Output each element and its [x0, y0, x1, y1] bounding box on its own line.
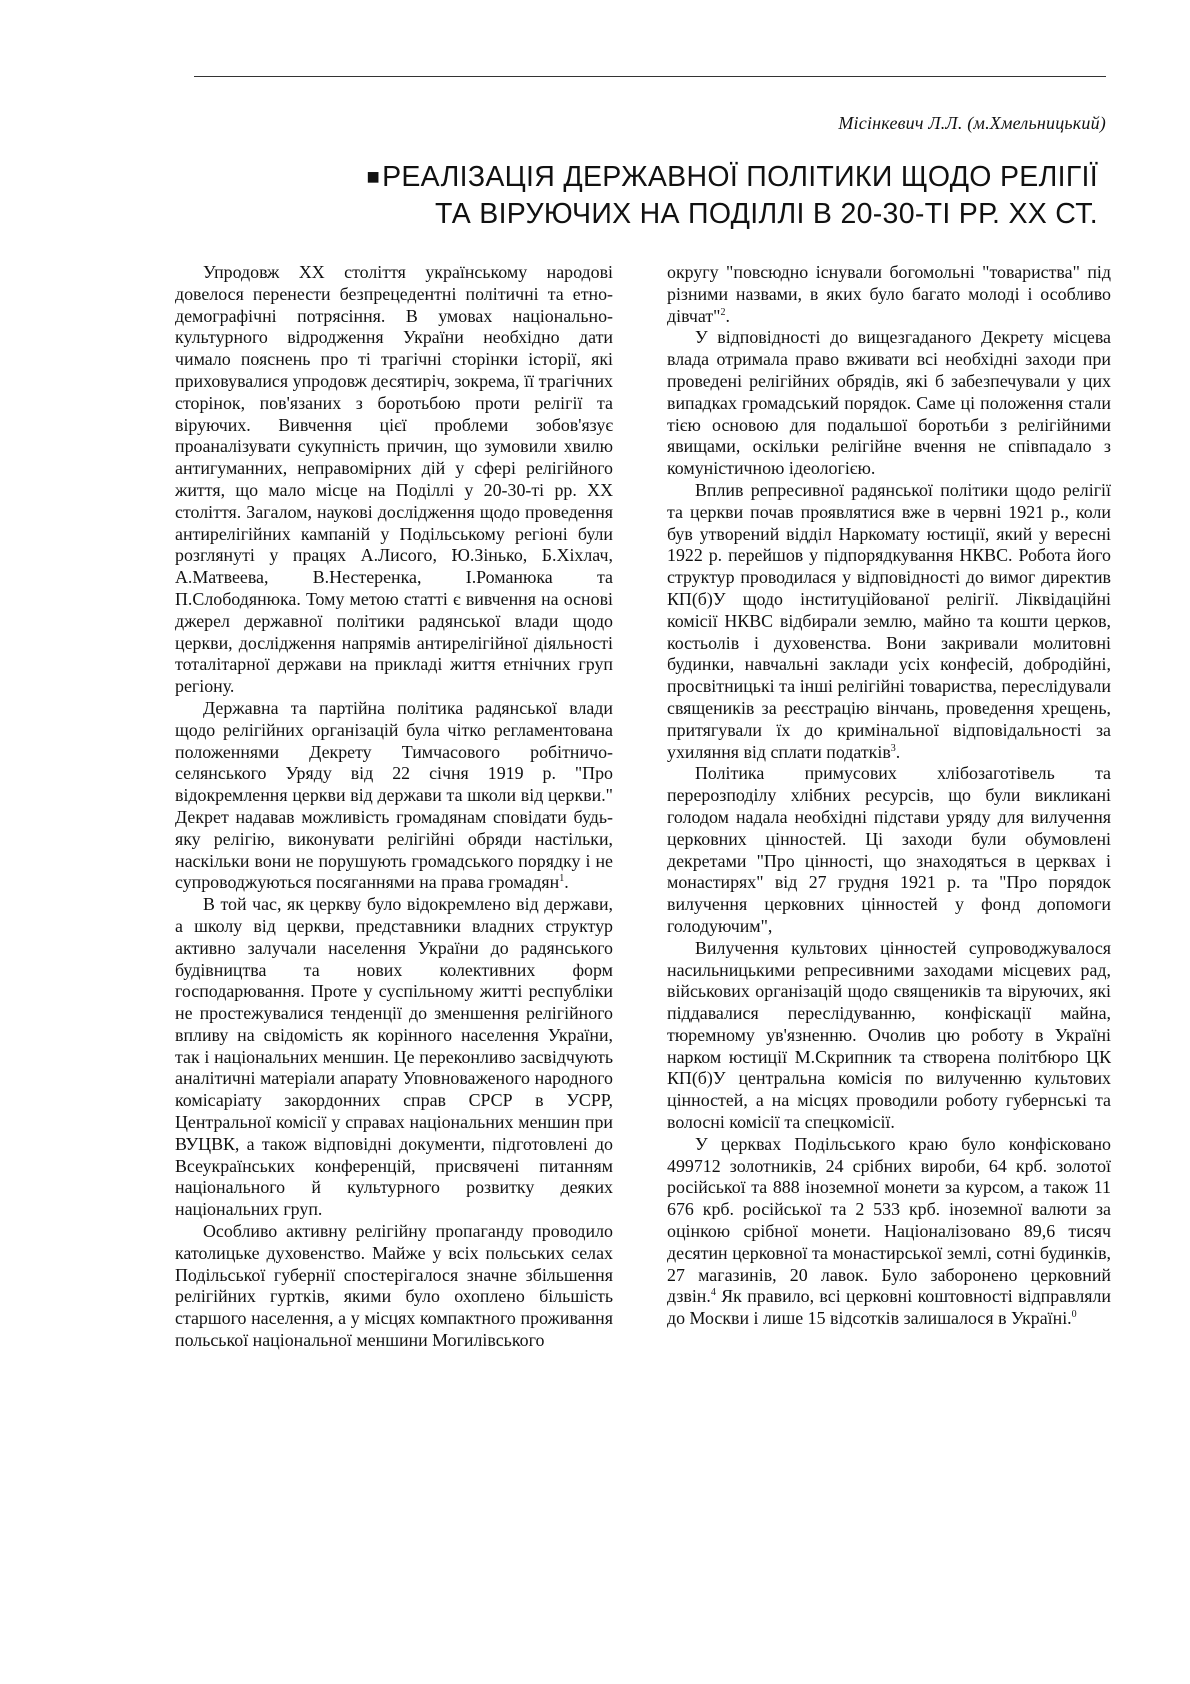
left-paragraph-3: В той час, як церкву було відокремлено від держави, а школу від церкви, представники владних структур активно залучали населення України до радянського будівництва та нових колективних форм господарювання. Проте у суспільному житті республіки не простежувалися тенденції до зменшення релігійного впливу на свідомість як корінного населення України, так і національних меншин. Це переконливо засвідчують аналітичні матеріали апарату Уповноваженого народного комісаріату закордонних справ СРСР в УСРР, Центральної комісії у справах національних меншин при ВУЦВК, а також відповідні документи, підготовлені до Всеукраїнських конференцій, присвячені питанням національного й культурного розвитку деяких національних груп. — [175, 894, 613, 1220]
footnote-ref-1: 1 — [559, 873, 565, 885]
right-paragraph-1-text: округу "повсюдно існували богомольні "товариства" під різними назвами, в яких було багато молоді і особливо дівчат" — [667, 262, 1111, 326]
footnote-ref-4: 4 — [710, 1287, 716, 1299]
title-bullet-icon: ■ — [366, 164, 381, 189]
footnote-ref-2: 2 — [720, 306, 726, 318]
right-paragraph-6-text: У церквах Подільського краю було конфісковано 499712 золотників, 24 срібних вироби, 64 крб. золотої російської та 888 іноземної монети за курсом, а також 11 676 крб. російської та 2 533 крб. іноземної валюти за оцінкою срібної монети. Націоналізовано 89,6 тисяч десятин церковної та монастирської землі, сотні будинків, 27 магазинів, 20 лавок. Було заборонено церковний дзвін. — [667, 1133, 1111, 1307]
title-line-2: ТА ВІРУЮЧИХ НА ПОДІЛЛІ В 20-30-ТІ РР. XX СТ. — [434, 198, 1098, 230]
article-title — [238, 158, 1098, 233]
right-paragraph-6 — [667, 1134, 1111, 1330]
right-paragraph-3-end: . — [895, 741, 901, 762]
left-paragraph-1: Упродовж XX століття українському народові довелося перенести безпрецедентні політичні та етно-демографічні потрясіння. В умовах національно-культурного відродження України необхідно дати чимало пояснень про ті трагічні сторінки історії, які приховувалися упродовж десятиріч, зокрема, її трагічних сторінок, пов'язаних з боротьбою проти релігії та віруючих. Вивчення цієї проблеми зобов'язує проаналізувати сукупність причин, що зумовили хвилю антигуманних, неправомірних дій у сфері релігійного життя, що мало місце на Поділлі у 20-30-ті рр. XX століття. Загалом, наукові дослідження щодо проведення антирелігійних кампаній у Подільському регіоні були розглянуті у працях А.Лисого, Ю.Зінько, Б.Хіхлач, А.Матвеева, В.Нестеренка, І.Романюка та П.Слободянюка. Тому метою статті є вивчення на основі джерел державної політики радянської влади щодо церкви, дослідження напрямів антирелігійної діяльності тоталітарної держави на прикладі життя етнічних груп регіону. — [175, 262, 613, 697]
left-paragraph-2-text: Державна та партійна політика радянської влади щодо релігійних організацій була чітко регламентована положеннями Декрету Тимчасового робітничо-селянського Уряду від 22 січня 1919 р. "Про відокремлення церкви від держави та школи від церкви." Декрет надавав можливість громадянам сповідати будь-яку релігію, виконувати релігійні обряди настільки, наскільки вони не порушують громадського порядку і не супроводжуються посяганнями на права громадян — [175, 697, 613, 893]
footnote-ref-0: 0 — [1071, 1309, 1077, 1321]
right-paragraph-3-text: Вплив репресивної радянської політики щодо релігії та церкви почав проявлятися вже в червні 1921 р., коли був утворений відділ Наркомату юстиції, який у вересні 1922 р. перейшов у підпорядкування НКВС. Робота його структур проводилася у відповідності до вимог директив КП(б)У щодо інституційованої релігії. Ліквідаційні комісії НКВС відбирали землю, майно та кошти церков, костьолів і духовенства. Вони закривали молитовні будинки, навчальні заклади усіх конфесій, добродійні, просвітницькі та інші релігійні товариства, переслідували священиків за реєстрацію вінчань, проведення хрещень, притягували їх до кримінальної відповідальності за ухиляння від сплати податків — [667, 479, 1111, 762]
right-column — [667, 262, 1111, 1330]
top-rule — [194, 76, 1106, 77]
right-paragraph-3 — [667, 480, 1111, 763]
footnote-ref-3: 3 — [890, 742, 896, 754]
title-line-1 — [238, 158, 1098, 196]
left-paragraph-4: Особливо активну релігійну пропаганду проводило католицьке духовенство. Майже у всіх польських селах Подільської губернії спостерігалося значне збільшення релігійних гуртків, якими було охоплено більшість старшого населення, а у місцях компактного проживання польської національної меншини Могилівського — [175, 1221, 613, 1351]
right-paragraph-1 — [667, 262, 1111, 327]
left-paragraph-2 — [175, 698, 613, 894]
title-text-1: РЕАЛІЗАЦІЯ ДЕРЖАВНОЇ ПОЛІТИКИ ЩОДО РЕЛІГІЇ — [382, 161, 1098, 193]
right-paragraph-5: Вилучення культових цінностей супроводжувалося насильницькими репресивними заходами місцевих рад, військових організацій щодо священиків та віруючих, які піддавалися переслідуванню, конфіскації майна, тюремному ув'язненню. Очолив цю роботу в Україні нарком юстиції М.Скрипник та створена політбюро ЦК КП(б)У центральна комісія по вилученню культових цінностей, а на місцях проводили роботу губернські та волосні комісії та спецкомісії. — [667, 937, 1111, 1133]
right-paragraph-6-cont: Як правило, всі церковні коштовності відправляли до Москви і лише 15 відсотків залишалося в Україні. — [667, 1286, 1111, 1329]
right-paragraph-1-end: . — [725, 305, 730, 326]
right-paragraph-2: У відповідності до вищезгаданого Декрету місцева влада отримала право вживати всі необхідні заходи при проведені релігійних обрядів, які б забезпечували у цих випадках громадський порядок. Саме ці положення стали тією основою для подальшої боротьби з релігійними явищами, оскільки релігійне вчення не співпадало з комуністичною ідеологією. — [667, 327, 1111, 479]
author-line: Місінкевич Л.Л. (м.Хмельницький) — [838, 113, 1106, 133]
left-column — [175, 262, 613, 1352]
right-paragraph-4: Політика примусових хлібозаготівель та перерозподілу хлібних ресурсів, що були викликані голодом надала необхідні підстави уряду для вилучення церковних цінностей. Ці заходи були обумовлені декретами "Про цінності, що знаходяться в церквах і монастирях" від 27 грудня 1921 р. та "Про порядок вилучення церковних цінностей у фонд допомоги голодуючим", — [667, 763, 1111, 936]
left-paragraph-2-end: . — [564, 872, 569, 893]
